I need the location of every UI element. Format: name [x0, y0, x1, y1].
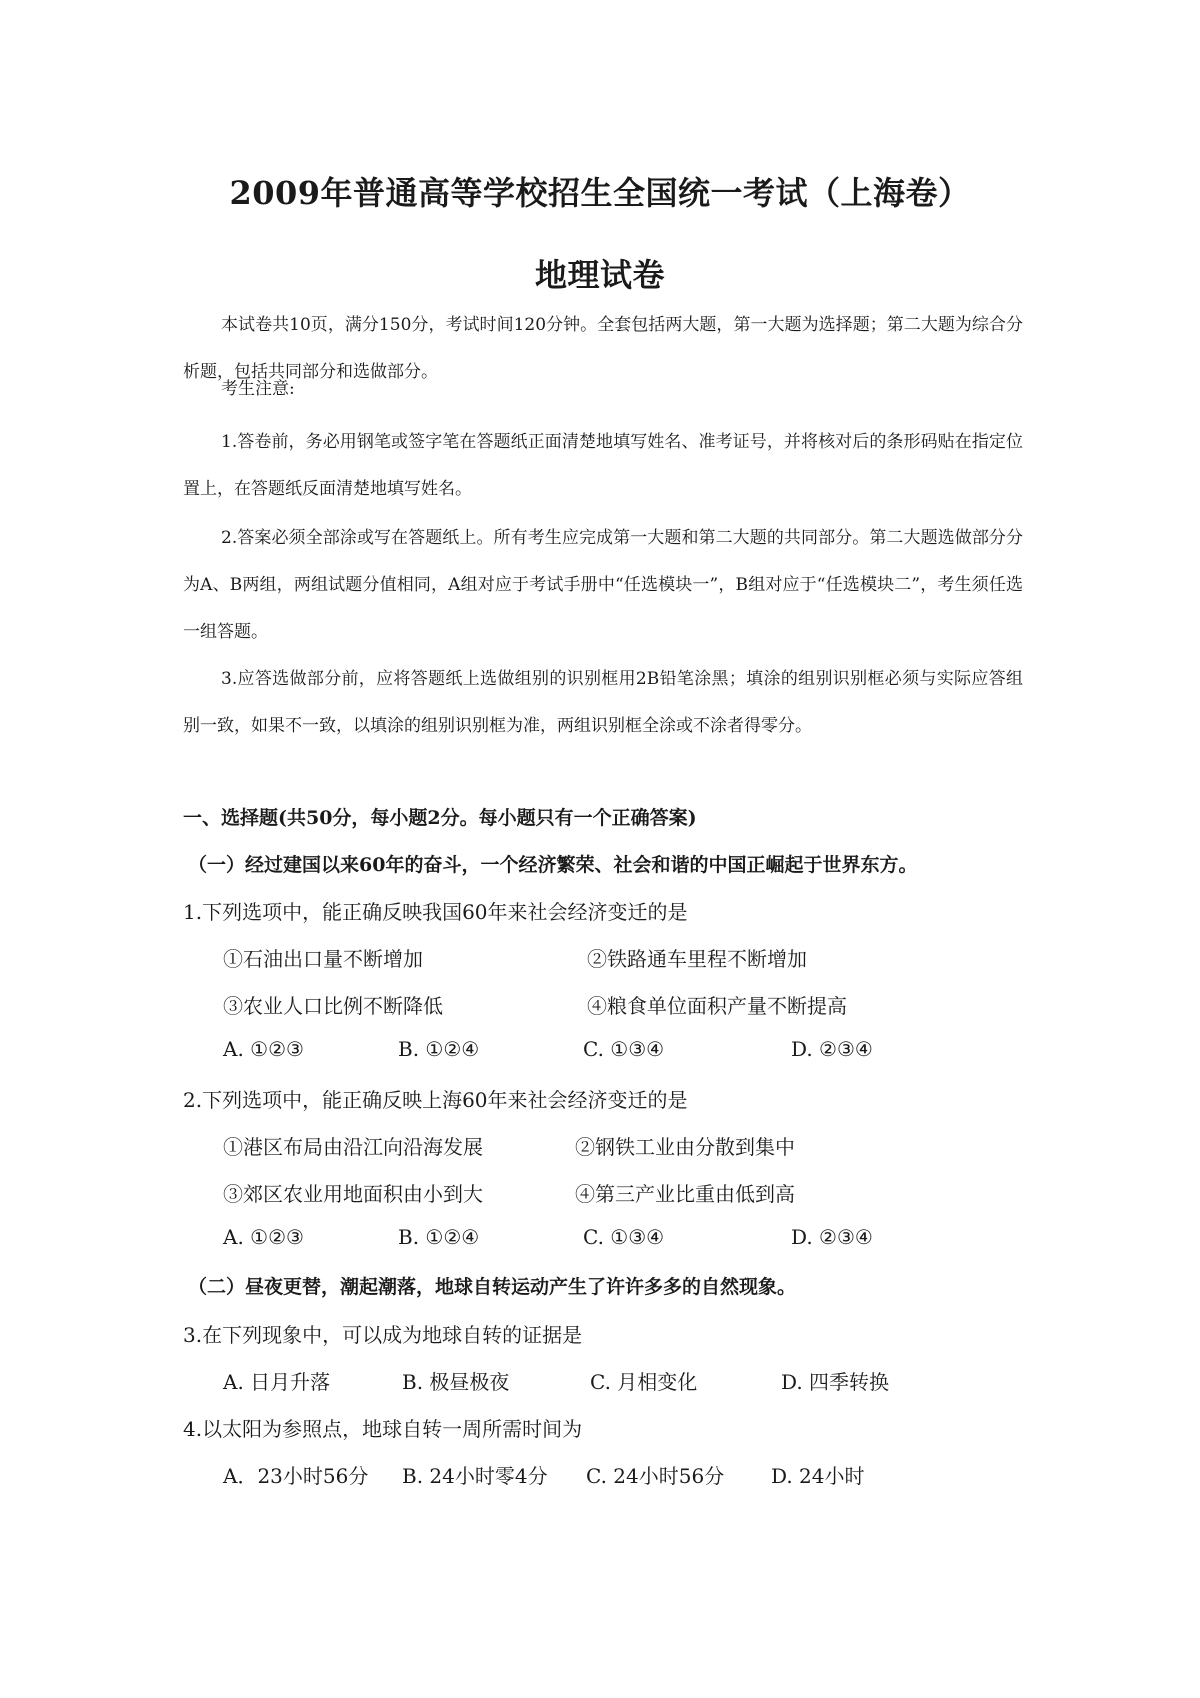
- q1-choice-b: B. ①②④: [398, 1037, 480, 1061]
- q3-choice-b: B. 极昼极夜: [402, 1370, 510, 1394]
- question-1-stem: 1.下列选项中，能正确反映我国60年来社会经济变迁的是: [183, 900, 688, 924]
- q1-choice-d: D. ②③④: [791, 1037, 873, 1061]
- q2-item-2: ②钢铁工业由分散到集中: [575, 1135, 795, 1159]
- q4-choice-c: C. 24小时56分: [586, 1464, 725, 1488]
- q4-choice-b: B. 24小时零4分: [402, 1464, 548, 1488]
- q2-choice-c: C. ①③④: [583, 1225, 665, 1249]
- exam-subtitle: 地理试卷: [534, 256, 665, 294]
- q1-item-1: ①石油出口量不断增加: [223, 947, 423, 971]
- q2-item-1: ①港区布局由沿江向沿海发展: [223, 1135, 483, 1159]
- q2-item-4: ④第三产业比重由低到高: [575, 1182, 795, 1206]
- q3-choice-c: C. 月相变化: [590, 1370, 698, 1394]
- q1-choice-c: C. ①③④: [583, 1037, 665, 1061]
- q4-choice-d: D. 24小时: [771, 1464, 865, 1488]
- note-1: 1.答卷前，务必用钢笔或签字笔在答题纸正面清楚地填写姓名、准考证号，并将核对后的条形码贴在指定位置上，在答题纸反面清楚地填写姓名。: [183, 432, 1023, 499]
- question-4-stem: 4.以太阳为参照点，地球自转一周所需时间为: [183, 1417, 583, 1441]
- note-3: 3.应答选做部分前，应将答题纸上选做组别的识别框用2B铅笔涂黑；填涂的组别识别框必须与实际应答组别一致，如果不一致，以填涂的组别识别框为准，两组识别框全涂或不涂者得零分。: [183, 669, 1023, 736]
- question-2-stem: 2.下列选项中，能正确反映上海60年来社会经济变迁的是: [183, 1088, 688, 1112]
- q3-choice-a: A. 日月升落: [223, 1370, 331, 1394]
- q2-item-3: ③郊区农业用地面积由小到大: [223, 1182, 483, 1206]
- q2-choice-a: A. ①②③: [223, 1225, 304, 1249]
- q2-choice-d: D. ②③④: [791, 1225, 873, 1249]
- exam-title: 2009年普通高等学校招生全国统一考试（上海卷）: [229, 174, 971, 212]
- group2-heading: （二）昼夜更替，潮起潮落，地球自转运动产生了许许多多的自然现象。: [188, 1276, 797, 1298]
- q4-choice-a: A．23小时56分: [223, 1464, 369, 1488]
- notice-heading: 考生注意:: [221, 379, 295, 399]
- q1-item-4: ④粮食单位面积产量不断提高: [587, 994, 847, 1018]
- question-3-stem: 3.在下列现象中，可以成为地球自转的证据是: [183, 1323, 583, 1347]
- q1-item-2: ②铁路通车里程不断增加: [587, 947, 807, 971]
- group1-heading: （一）经过建国以来60年的奋斗，一个经济繁荣、社会和谐的中国正崛起于世界东方。: [188, 854, 918, 876]
- q3-choice-d: D. 四季转换: [781, 1370, 890, 1394]
- intro-paragraph: 本试卷共10页，满分150分，考试时间120分钟。全套包括两大题，第一大题为选择题；第二大题为综合分析题，包括共同部分和选做部分。: [183, 315, 1023, 382]
- note-2: 2.答案必须全部涂或写在答题纸上。所有考生应完成第一大题和第二大题的共同部分。第二大题选做部分分为A、B两组，两组试题分值相同，A组对应于考试手册中“任选模块一”，B组对应于“任选模块二”，考生须任选一组答题。: [183, 528, 1023, 642]
- q1-choice-a: A. ①②③: [223, 1037, 304, 1061]
- part1-heading: 一、选择题(共50分，每小题2分。每小题只有一个正确答案): [183, 807, 697, 829]
- q1-item-3: ③农业人口比例不断降低: [223, 994, 443, 1018]
- q2-choice-b: B. ①②④: [398, 1225, 480, 1249]
